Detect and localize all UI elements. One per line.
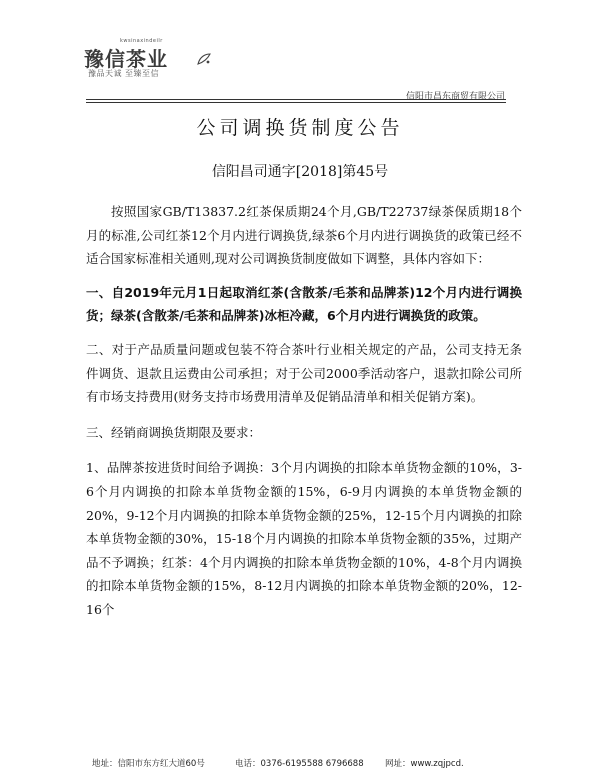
header-rule-thin (86, 102, 506, 103)
item-1-paragraph: 一、自2019年元月1日起取消红茶(含散茶/毛茶和品牌茶)12个月内进行调换货；绿茶(含散茶/毛茶和品牌茶)冰柜冷藏，6个月内进行调换货的政策。 (86, 284, 522, 324)
logo-name: 豫信茶业 (84, 47, 168, 71)
document-body (86, 200, 522, 622)
document-number: 信阳昌司通字[2018]第45号 (211, 164, 389, 180)
company-name-header: 信阳市昌东商贸有限公司 (405, 92, 505, 102)
logo-leaf-icon (196, 52, 212, 66)
item-3-1-paragraph: 1、品牌茶按进货时间给予调换：3个月内调换的扣除本单货物金额的10%，3-6个月内调换的扣除本单货物金额的15%，6-9月内调换的本单货物金额的20%，9-12个月内调换的扣除本单货物金额的25%，12-15个月内调换的扣除本单货物金额的30%，15-18个月内调换的扣除本单货物金额的35%，过期产品不予调换；红茶：4个月内调换的扣除本单货物金额的10%，4-8个月内调换的扣除本单货物金额的15%，8-12月内调换的扣除本单货物金额的20%，12-16个 (86, 460, 522, 617)
logo-slogan: 豫品天诚 至臻至信 (88, 69, 160, 78)
intro-paragraph: 按照国家GB/T13837.2红茶保质期24个月,GB/T22737绿茶保质期18个月的标准,公司红茶12个月内进行调换货,绿茶6个月内进行调换货的政策已经不适合国家标准相关通则,现对公司调换货制度做如下调整，具体内容如下： (86, 204, 522, 267)
item-3-heading: 三、经销商调换货期限及要求： (86, 424, 262, 440)
footer-address: 地址：信阳市东方红大道60号 (92, 759, 205, 769)
company-logo (84, 38, 224, 82)
document-title: 公司调换货制度公告 (196, 117, 404, 139)
item-2-paragraph: 二、对于产品质量问题或包装不符合茶叶行业相关规定的产品，公司支持无条件调货、退款且运费由公司承担；对于公司2000季活动客户，退款扣除公司所有市场支持费用(财务支持市场费用清单及促销品清单和相关促销方案)。 (86, 341, 522, 405)
footer-website: 网址：www.zqjpcd. (385, 759, 464, 769)
logo-small-text: kwsinaxindeilr (120, 38, 163, 44)
header-rule (86, 99, 506, 100)
footer-phone: 电话：0376-6195588 6796688 (235, 759, 364, 769)
